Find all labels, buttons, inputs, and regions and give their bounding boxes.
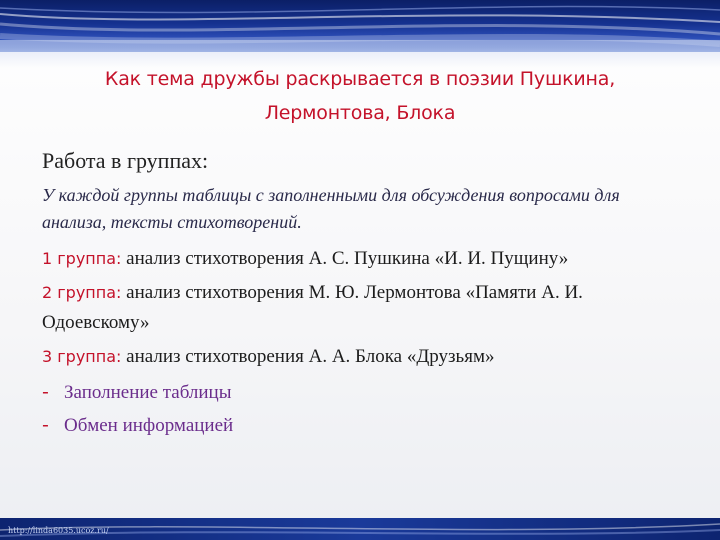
group-text: анализ стихотворения А. А. Блока «Друзьям»: [126, 346, 495, 367]
task-text: Заполнение таблицы: [64, 382, 232, 403]
section-heading: Работа в группах:: [42, 148, 209, 173]
footer-bar: [0, 518, 720, 540]
dash-bullet: -: [42, 381, 49, 403]
group-item-2: [42, 278, 682, 338]
group-label: 3 группа:: [42, 347, 122, 366]
footer-url: http://linda6035.ucoz.ru/: [8, 526, 109, 535]
group-item-3: [42, 342, 682, 372]
slide-title: Как тема дружбы раскрывается в поэзии Пушкина, Лермонтова, Блока: [104, 68, 616, 124]
group-label: 1 группа:: [42, 249, 122, 268]
task-item-2: [42, 409, 682, 442]
group-label: 2 группа:: [42, 283, 122, 302]
task-text: Обмен информацией: [64, 415, 234, 436]
task-item-1: [42, 376, 682, 409]
group-item-1: [42, 244, 682, 274]
group-text: анализ стихотворения М. Ю. Лермонтова «Памяти А. И. Одоевскому»: [42, 282, 583, 333]
dash-bullet: -: [42, 414, 49, 436]
slide-body: [42, 146, 682, 442]
intro-text: У каждой группы таблицы с заполненными для обсуждения вопросами для анализа, тексты стихотворений.: [42, 185, 620, 232]
group-text: анализ стихотворения А. С. Пушкина «И. И. Пущину»: [126, 248, 569, 269]
